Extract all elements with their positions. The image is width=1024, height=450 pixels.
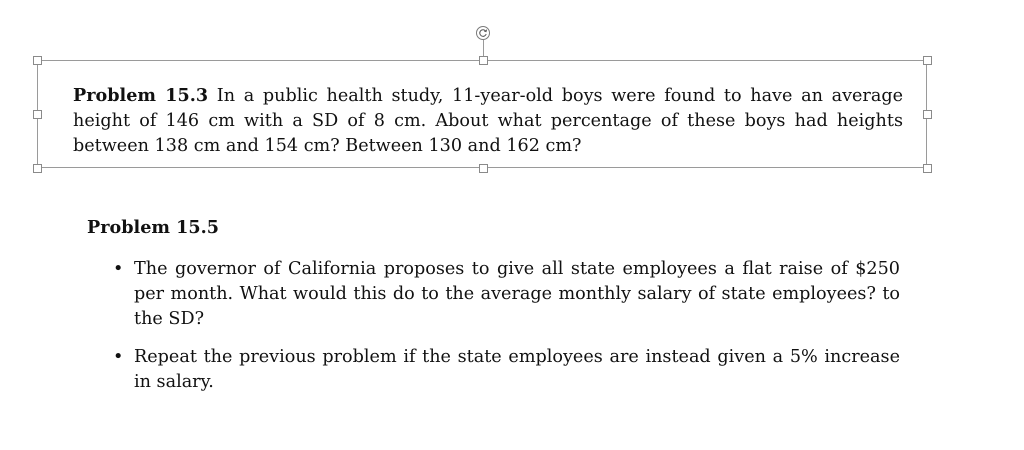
list-item xyxy=(112,257,900,332)
rotate-arrow-icon xyxy=(478,28,488,38)
list-item-text: Repeat the previous problem if the state employees are instead given a 5% increase in salary. xyxy=(134,347,900,392)
resize-handle-middle-right[interactable] xyxy=(923,110,932,119)
resize-handle-bottom-right[interactable] xyxy=(923,164,932,173)
list-item-text: The governor of California proposes to give all state employees a flat raise of $250 per month. What would this do to the average monthly salary of state employees? to the SD? xyxy=(134,259,900,329)
list-item xyxy=(112,345,900,395)
problem-15-3-label: Problem 15.3 xyxy=(73,85,209,106)
resize-handle-top-left[interactable] xyxy=(33,56,42,65)
resize-handle-top-center[interactable] xyxy=(479,56,488,65)
resize-handle-middle-left[interactable] xyxy=(33,110,42,119)
problem-15-3-paragraph xyxy=(73,83,903,159)
bullet-icon: • xyxy=(113,259,124,279)
problem-15-3-text: In a public health study, 11-year-old boys were found to have an average height of 146 cm with a SD of 8 cm. About what percentage of these boys had heights between 138 cm and 154 cm? Between 130 and 162 cm? xyxy=(73,86,904,156)
resize-handle-bottom-center[interactable] xyxy=(479,164,488,173)
rotate-handle-icon[interactable] xyxy=(476,26,490,40)
resize-handle-bottom-left[interactable] xyxy=(33,164,42,173)
bullet-icon: • xyxy=(113,347,124,367)
problem-15-5-heading: Problem 15.5 xyxy=(87,217,220,238)
problem-15-5-list xyxy=(112,257,900,395)
resize-handle-top-right[interactable] xyxy=(923,56,932,65)
